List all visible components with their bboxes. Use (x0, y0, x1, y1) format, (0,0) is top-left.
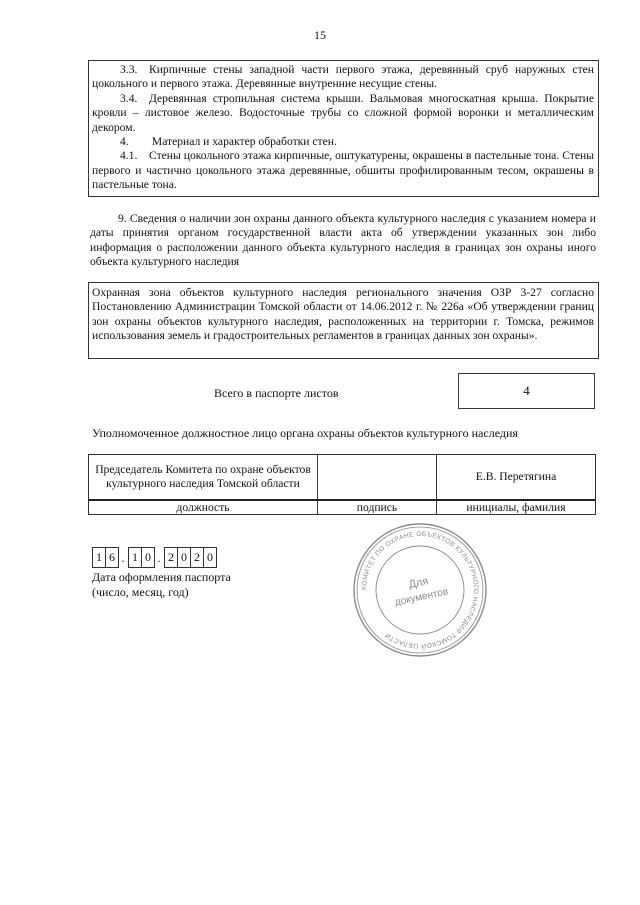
date-digit: 0 (177, 547, 191, 568)
position-cell: Председатель Комитета по охране объектов культурного наследия Томской области (89, 455, 318, 501)
date-caption-line-2: (число, месяц, год) (92, 585, 189, 599)
date-digit: 0 (203, 547, 217, 568)
date-separator: . (157, 551, 161, 565)
official-seal-stamp (350, 520, 490, 660)
position-caption: должность (89, 500, 318, 515)
page-number: 15 (314, 28, 326, 42)
signature-table (88, 454, 596, 515)
name-caption: инициалы, фамилия (437, 500, 596, 515)
protection-zone-box (88, 282, 599, 359)
signature-cell (318, 455, 437, 501)
section-9-heading: 9. Сведения о наличии зон охраны данного объекта культурного наследия с указанием номера и даты принятия органом государственной власти акта об утверждении указанных зон либо информация о расположении данного объекта культурного наследия в границах зон охраны иного объекта культурного наследия (90, 212, 596, 269)
date-boxes (92, 547, 216, 568)
total-sheets-label: Всего в паспорте листов (214, 386, 339, 400)
protection-zone-text: Охранная зона объектов культурного наследия регионального значения ОЗР 3-27 согласно Постановлению Администрации Томской области от 14.06.2012 г. № 226а «Об утверждении границ зон охраны объектов культурного наследия, расположенных на территории г. Томска, режимов использования земель и градостроительных регламентов в границах данных зон охраны». (92, 286, 594, 343)
name-cell: Е.В. Перетягина (437, 455, 596, 501)
item-4: 4. Материал и характер обработки стен. (120, 135, 337, 149)
building-description-box (88, 60, 599, 197)
svg-text:КОМИТЕТ ПО ОХРАНЕ ОБЪЕКТОВ КУЛ (361, 531, 479, 651)
date-digit: 1 (92, 547, 106, 568)
date-caption-line-1: Дата оформления паспорта (92, 570, 231, 584)
date-caption (92, 570, 231, 600)
total-sheets-value: 4 (523, 383, 530, 398)
date-separator: . (121, 551, 125, 565)
date-digit: 1 (128, 547, 142, 568)
date-digit: 0 (141, 547, 155, 568)
official-label: Уполномоченное должностное лицо органа охраны объектов культурного наследия (92, 426, 518, 440)
stamp-center-line-2: документов (393, 586, 450, 609)
stamp-ring-text: КОМИТЕТ ПО ОХРАНЕ ОБЪЕКТОВ КУЛЬТУРНОГО НАСЛЕДИЯ ТОМСКОЙ ОБЛАСТИ (360, 530, 480, 650)
stamp-center-line-1: Для (407, 575, 430, 592)
item-4-1: 4.1. Стены цокольного этажа кирпичные, оштукатурены, окрашены в пастельные тона. Стены первого и частично цокольного этажа деревянные, обшиты профилированным тесом, окрашены в пастельные тона. (92, 149, 594, 192)
total-sheets-box (458, 373, 595, 409)
date-digit: 2 (164, 547, 178, 568)
item-3-4: 3.4. Деревянная стропильная система крыши. Вальмовая многоскатная крыша. Покрытие кровли – листовое железо. Водосточные трубы со сложной формой воронки и металлическим декором. (92, 91, 594, 134)
item-3-3: 3.3. Кирпичные стены западной части первого этажа, деревянный сруб наружных стен цокольного и первого этажа. Деревянные внутренние несущие стены. (92, 63, 594, 91)
date-digit: 6 (105, 547, 119, 568)
date-digit: 2 (190, 547, 204, 568)
signature-caption: подпись (318, 500, 437, 515)
